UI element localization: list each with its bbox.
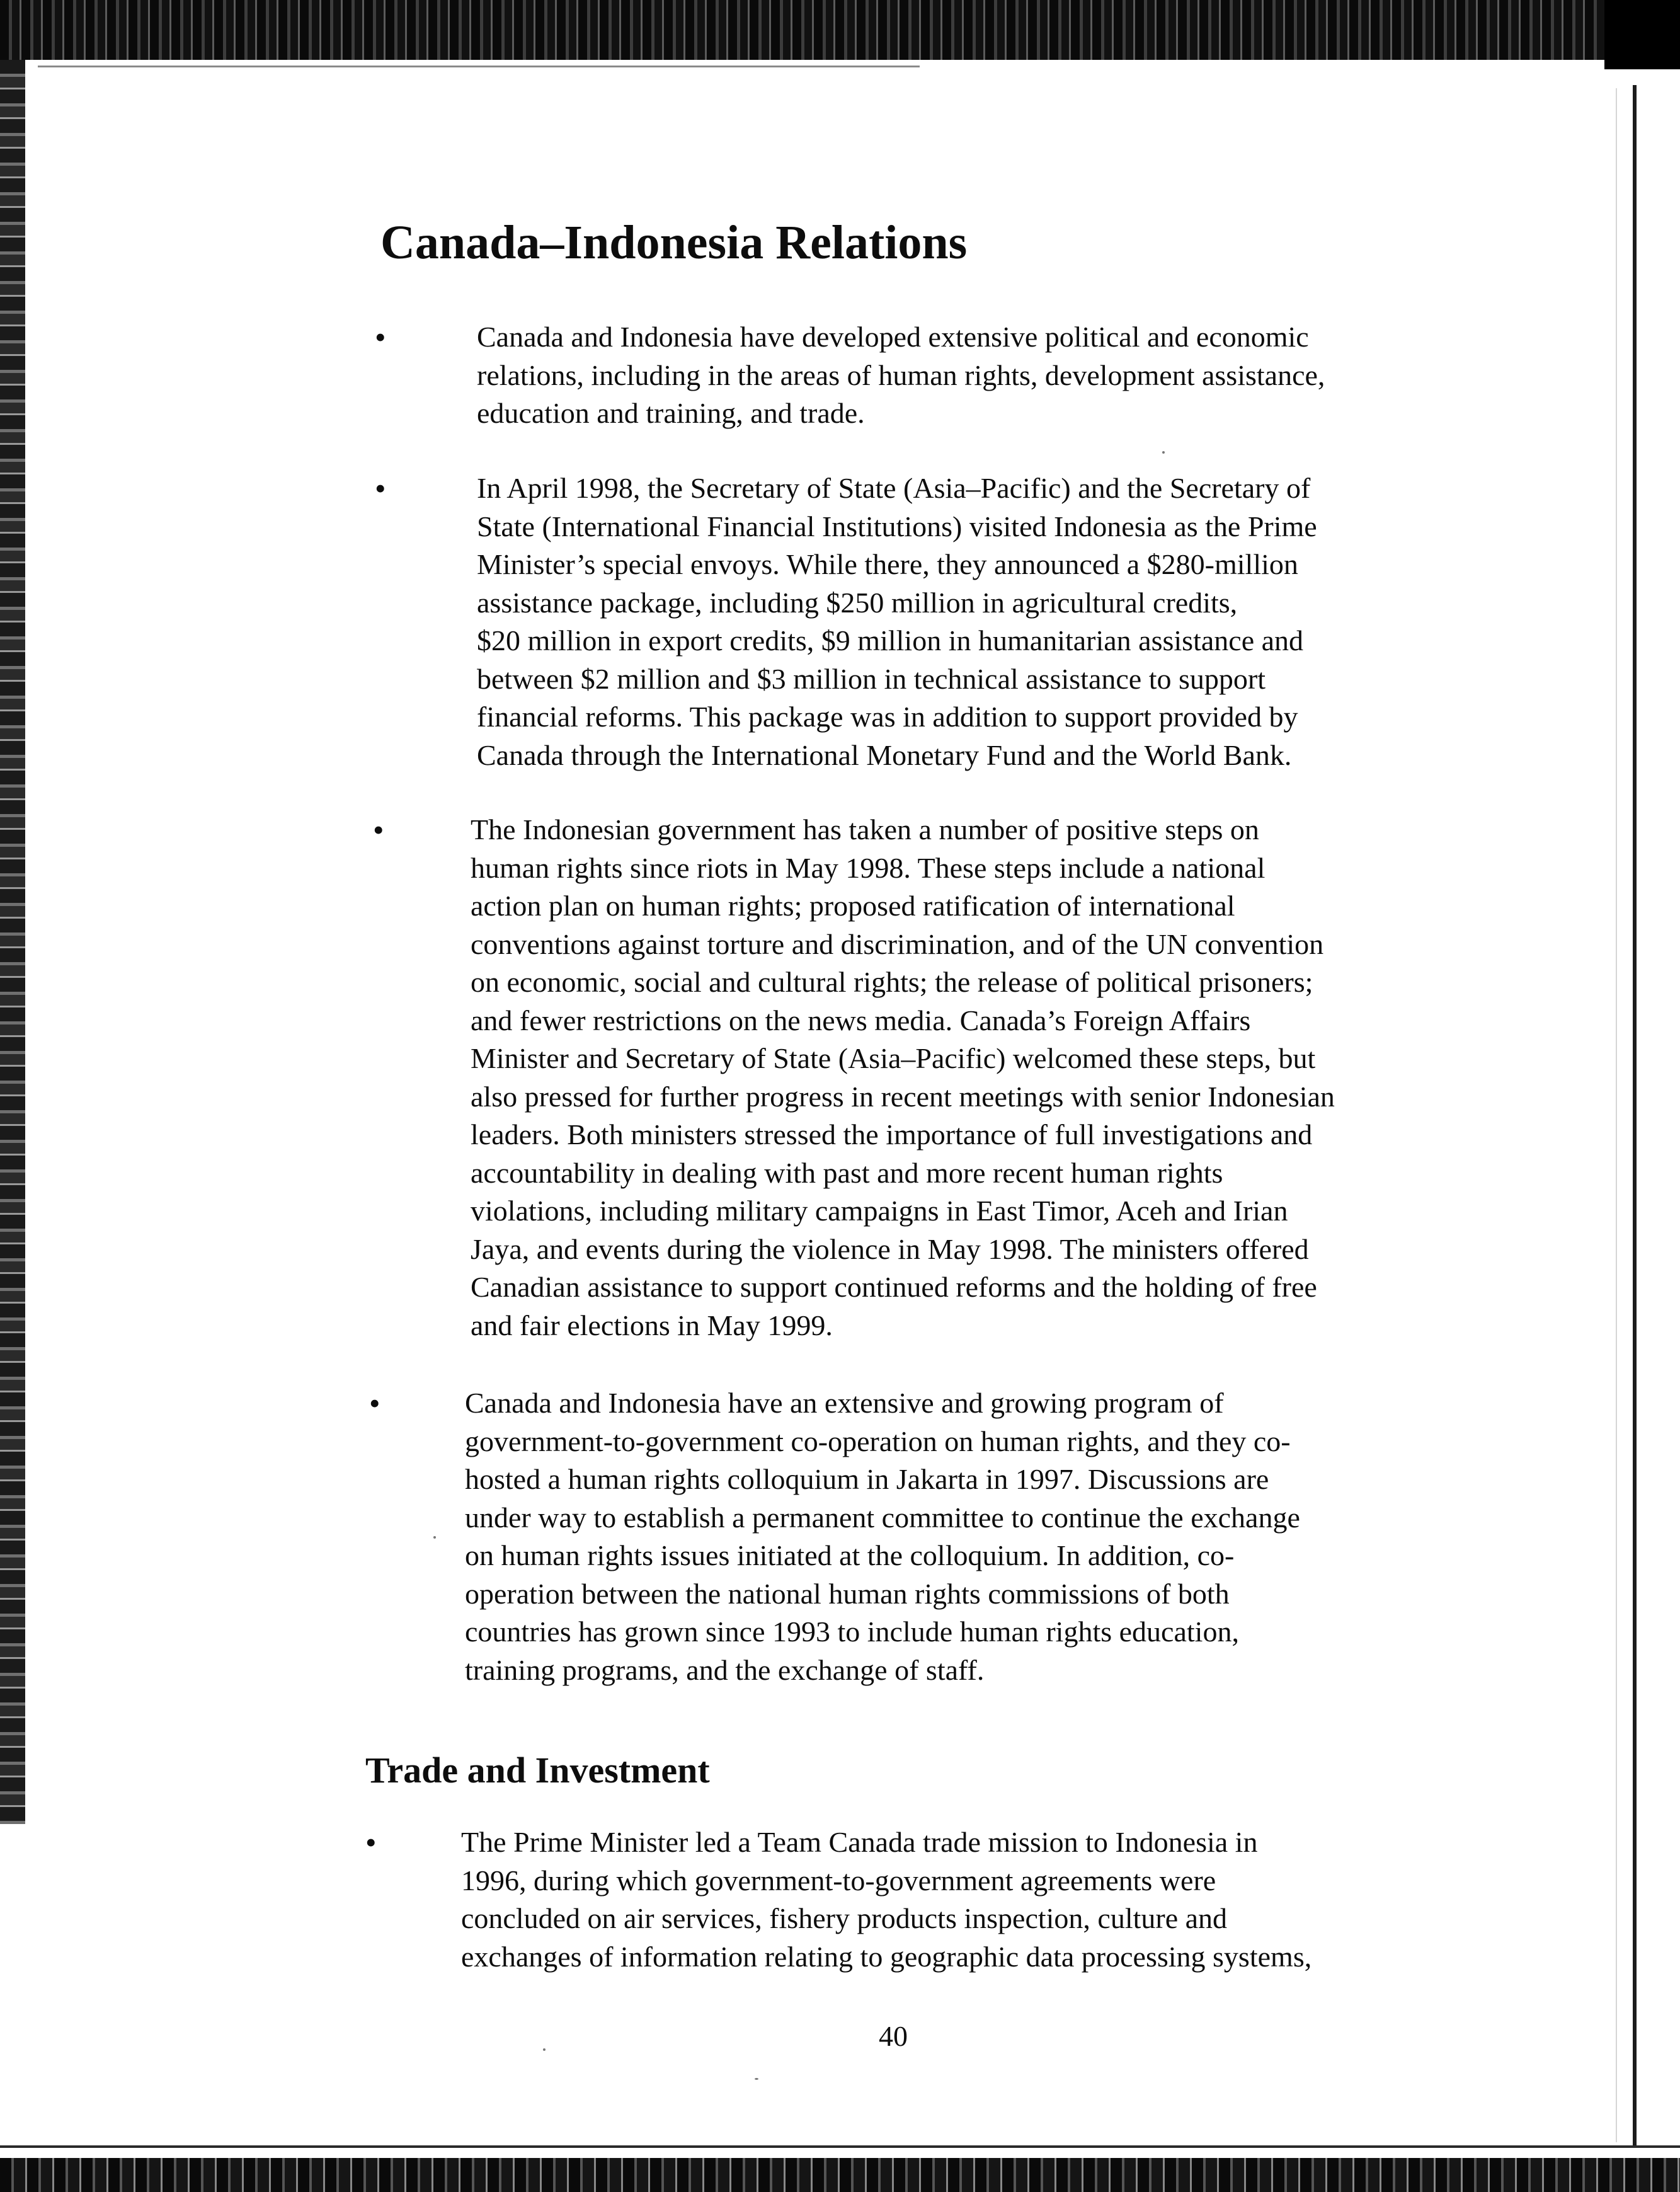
page-title: Canada–Indonesia Relations	[380, 216, 968, 269]
bullet-text: Canada and Indonesia have developed extensive political and economic relations, including in the areas of human rights, development assistance, education and training, and trade.	[477, 321, 1325, 429]
bullet-marker: •	[373, 812, 384, 847]
bullet-text: In April 1998, the Secretary of State (Asia–Pacific) and the Secretary of State (International Financial Institutions) visited Indonesia as the Prime Minister’s special envoys. While there, they announced a $280-million assistance package, including $250 million in agricultural credits, $20 million in export credits, $9 million in humanitarian assistance and between $2 million and $3 million in technical assistance to support financial reforms. This package was in addition to support provided by Canada through the International Monetary Fund and the World Bank.	[477, 472, 1317, 771]
page-number: 40	[879, 2020, 908, 2052]
bullet-marker: •	[369, 1386, 380, 1421]
bullet-text: The Prime Minister led a Team Canada trade mission to Indonesia in 1996, during which government-to-government agreements were concluded on air services, fishery products inspection, culture and exchanges of information relating to geographic data processing systems,	[461, 1826, 1312, 1973]
bullet-marker: •	[375, 319, 386, 355]
section-heading: Trade and Investment	[365, 1750, 710, 1791]
bullet-marker: •	[365, 1825, 377, 1860]
bullet-text: Canada and Indonesia have an extensive and growing program of government-to-government co-operation on human rights, and they co- hosted a human rights colloquium in Jakarta in 1997. Discussions are under way to establish a permanent committee to continue the exchange on human rights issues initiated at the colloquium. In addition, co- operation between the national human rights commissions of both countries has grown since 1993 to include human rights education, training programs, and the exchange of staff.	[465, 1387, 1300, 1686]
bullet-marker: •	[375, 471, 386, 506]
bullet-text: The Indonesian government has taken a number of positive steps on human rights since riots in May 1998. These steps include a national action plan on human rights; proposed ratification of international conventions against torture and discrimination, and of the UN convention on economic, social and cultural rights; the release of political prisoners; and fewer restrictions on the news media. Canada’s Foreign Affairs Minister and Secretary of State (Asia–Pacific) welcomed these steps, but also pressed for further progress in recent meetings with senior Indonesian leaders. Both ministers stressed the importance of full investigations and accountability in dealing with past and more recent human rights violations, including military campaigns in East Timor, Aceh and Irian Jaya, and events during the violence in May 1998. The ministers offered Canadian assistance to support continued reforms and the holding of free and fair elections in May 1999.	[471, 813, 1335, 1341]
